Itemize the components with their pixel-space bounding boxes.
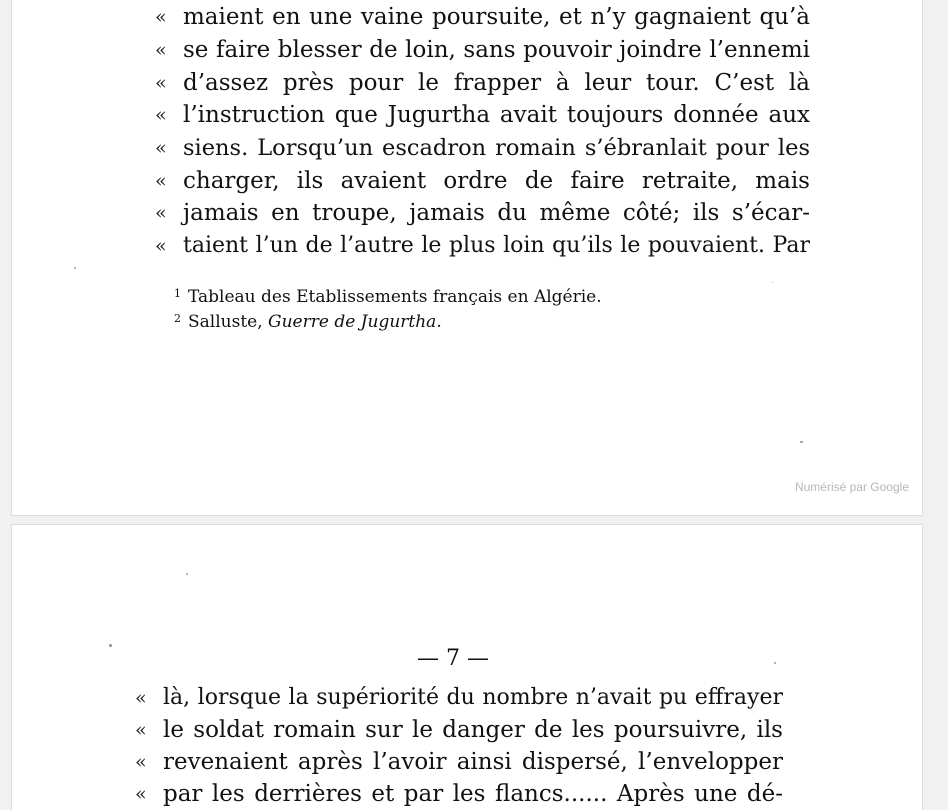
scan-speck <box>772 282 773 283</box>
page-number: — 7 — <box>417 646 489 671</box>
quote-mark: « <box>135 783 147 805</box>
quote-mark: « <box>155 170 167 192</box>
text-line: d’assez près pour le frapper à leur tour. C’est là <box>183 70 810 96</box>
digitized-by-watermark: Numérisé par Google <box>794 480 909 494</box>
quote-mark: « <box>135 687 147 709</box>
quote-mark: « <box>155 202 167 224</box>
text-line: jamais en troupe, jamais du même côté; ils s’écar- <box>183 200 810 226</box>
footnote-marker: 2 <box>174 312 181 325</box>
quote-mark: « <box>155 39 167 61</box>
quote-mark: « <box>155 104 167 126</box>
footnote-italic-title: Guerre de Jugurtha. <box>268 312 442 332</box>
text-line: l’instruction que Jugurtha avait toujours donnée aux <box>183 102 810 128</box>
text-line: maient en une vaine poursuite, et n’y gagnaient qu’à <box>183 4 810 30</box>
scanned-page-top <box>11 0 923 516</box>
footnote-marker: 1 <box>174 287 181 300</box>
quote-mark: « <box>155 235 167 257</box>
text-line: là, lorsque la supériorité du nombre n’avait pu effrayer <box>163 685 783 710</box>
text-line: revenaient après l’avoir ainsi dispersé, l’envelopper <box>163 749 783 775</box>
text-line: taient l’un de l’autre le plus loin qu’ils le pouvaient. Par <box>183 233 810 258</box>
scan-speck <box>186 573 188 575</box>
scanned-page-bottom <box>11 524 923 810</box>
scan-speck <box>800 441 803 443</box>
quote-mark: « <box>135 719 147 741</box>
quote-mark: « <box>155 6 167 28</box>
text-line: charger, ils avaient ordre de faire retraite, mais <box>183 168 810 194</box>
quote-mark: « <box>155 137 167 159</box>
text-line: se faire blesser de loin, sans pouvoir joindre l’ennemi <box>183 37 810 63</box>
quote-mark: « <box>135 751 147 773</box>
footnote-1 <box>174 284 602 307</box>
footnote-text: Tableau des Etablissements français en Algérie. <box>188 287 602 307</box>
footnote-2 <box>174 309 442 332</box>
scan-speck <box>774 662 776 664</box>
text-line: par les derrières et par les flancs...... Après une dé- <box>163 781 783 807</box>
scan-speck <box>109 644 112 647</box>
footnote-text: Salluste, <box>188 312 269 332</box>
scan-speck <box>74 267 76 269</box>
text-line: le soldat romain sur le danger de les poursuivre, ils <box>163 717 783 743</box>
text-line: siens. Lorsqu’un escadron romain s’ébranlait pour les <box>183 135 810 161</box>
quote-mark: « <box>155 72 167 94</box>
